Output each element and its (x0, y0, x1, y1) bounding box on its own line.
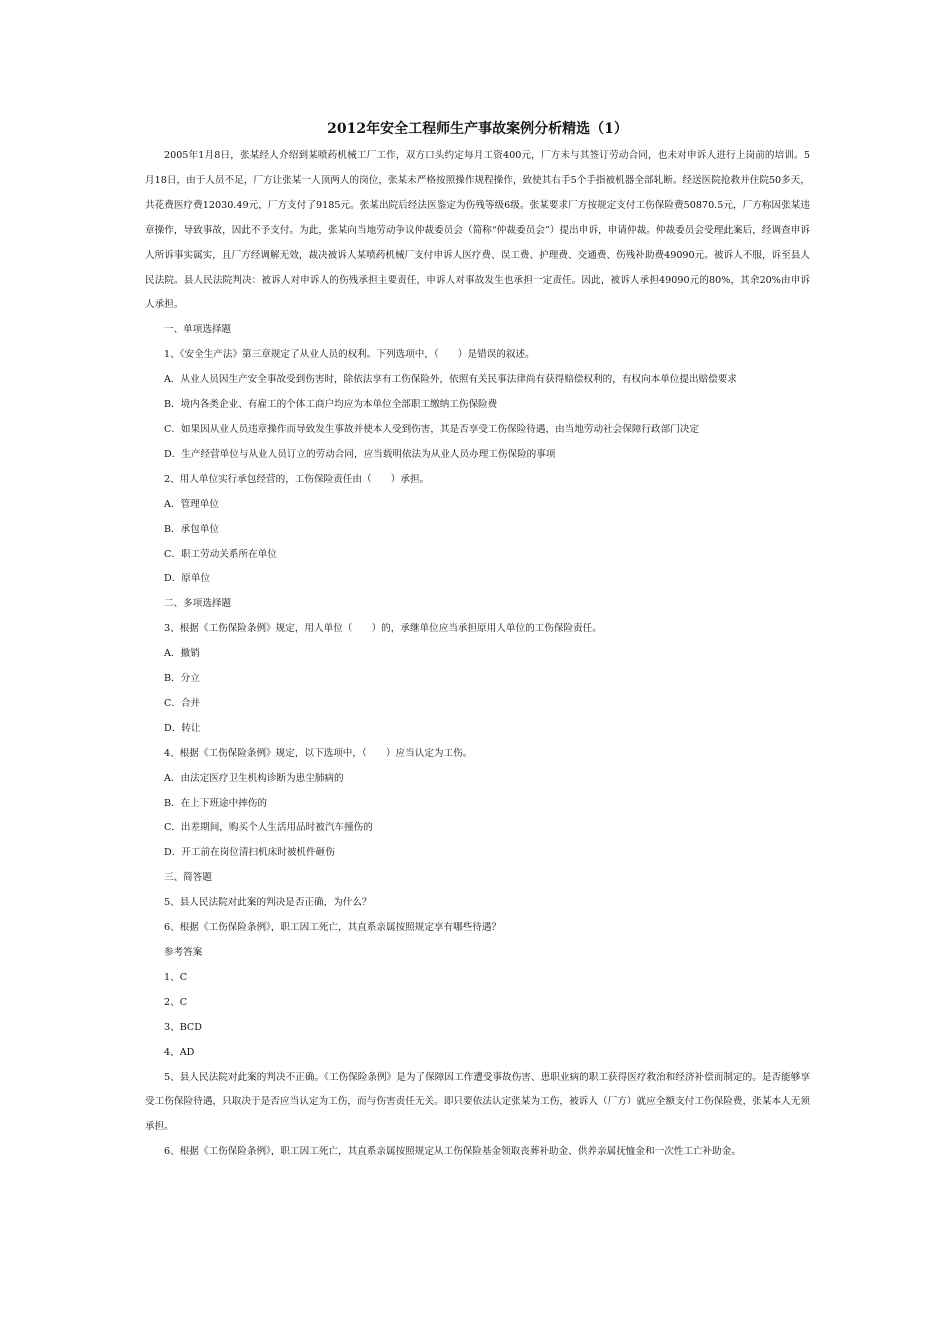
section-heading-short-answer: 三、简答题 (164, 872, 212, 884)
question-3-option-b: B．分立 (164, 673, 200, 685)
question-3: 3、根据《工伤保险条例》规定，用人单位（ ）的，承继单位应当承担原用人单位的工伤保险责任。 (164, 623, 602, 635)
question-3-option-a: A．撤销 (164, 648, 200, 660)
answer-3: 3、BCD (164, 1021, 202, 1033)
question-3-option-c: C．合并 (164, 697, 201, 709)
question-3-option-d: D．转让 (164, 722, 201, 734)
question-2-option-d: D．原单位 (164, 573, 211, 585)
answer-4: 4、AD (164, 1046, 195, 1058)
question-4-option-c: C．出差期间，购买个人生活用品时被汽车撞伤的 (164, 822, 373, 834)
question-4-option-d: D．开工前在岗位清扫机床时被机件砸伤 (164, 847, 335, 859)
answers-heading: 参考答案 (164, 947, 203, 958)
question-1: 1、《安全生产法》第三章规定了从业人员的权利。下列选项中，（ ）是错误的叙述。 (164, 349, 535, 361)
answer-6: 6、根据《工伤保险条例》，职工因工死亡，其直系亲属按照规定从工伤保险基金领取丧葬补助金、供养亲属抚恤金和一次性工亡补助金。 (164, 1146, 741, 1158)
question-1-option-d: D．生产经营单位与从业人员订立的劳动合同，应当载明依法为从业人员办理工伤保险的事项 (164, 448, 556, 460)
document-page (145, 118, 810, 1165)
question-5: 5、县人民法院对此案的判决是否正确，为什么？ (164, 897, 372, 909)
question-4-option-b: B．在上下班途中摔伤的 (164, 797, 267, 809)
question-6: 6、根据《工伤保险条例》，职工因工死亡，其直系亲属按照规定享有哪些待遇？ (164, 922, 502, 934)
section-heading-single-choice: 一、单项选择题 (164, 324, 232, 336)
question-1-option-b: B．境内各类企业、有雇工的个体工商户均应为本单位全部职工缴纳工伤保险费 (164, 399, 498, 411)
question-2-option-b: B．承包单位 (164, 523, 220, 535)
answer-1: 1、C (164, 971, 188, 983)
question-4-option-a: A．由法定医疗卫生机构诊断为患尘肺病的 (164, 772, 344, 784)
question-2-option-c: C．职工劳动关系所在单位 (164, 548, 277, 560)
section-heading-multiple-choice: 二、多项选择题 (164, 598, 232, 610)
question-1-option-c: C．如果因从业人员违章操作而导致发生事故并使本人受到伤害，其是否享受工伤保险待遇，由当地劳动社会保障行政部门决定 (164, 423, 699, 435)
question-2: 2、用人单位实行承包经营的，工伤保险责任由（ ）承担。 (164, 473, 430, 485)
question-2-option-a: A．管理单位 (164, 498, 219, 510)
answer-5: 5、县人民法院对此案的判决不正确。《工伤保险条例》是为了保障因工作遭受事故伤害、患职业病的职工获得医疗救治和经济补偿而制定的。是否能够享受工伤保险待遇，只取决于是否应当认定为工伤，而与伤害责任无关。即只要依法认定张某为工伤，被诉人（厂方）就应全额支付工伤保险费，张某本人无须承担。 (145, 1071, 810, 1133)
question-4: 4、根据《工伤保险条例》规定，以下选项中，（ ）应当认定为工伤。 (164, 747, 473, 759)
case-description: 2005年1月8日，张某经人介绍到某喷药机械工厂工作，双方口头约定每月工资400元，厂方未与其签订劳动合同，也未对申诉人进行上岗前的培训。5月18日，由于人员不足，厂方让张某一人顶两人的岗位，张某未严格按照操作规程操作，致使其右手5个手指被机器全部轧断。经送医院抢救并住院50多天，共花费医疗费12030.49元，厂方支付了9185元。张某出院后经法医鉴定为伤残等级6级。张某要求厂方按规定支付工伤保险费50870.5元，厂方称因张某违章操作，导致事故，因此不予支付。为此，张某向当地劳动争议仲裁委员会（简称“仲裁委员会”）提出申诉，申请仲裁。仲裁委员会受理此案后，经调查申诉人所诉事实属实，且厂方经调解无效，裁决被诉人某喷药机械厂支付申诉人医疗费、误工费、护理费、交通费、伤残补助费49090元。被诉人不服，诉至县人民法院。县人民法院判决：被诉人对申诉人的伤残承担主要责任，申诉人对事故发生也承担一定责任。因此，被诉人承担49090元的80%，其余20%由申诉人承担。 (145, 150, 810, 311)
document-title: 2012年安全工程师生产事故案例分析精选（1） (327, 121, 628, 137)
answer-2: 2、C (164, 996, 188, 1008)
question-1-option-a: A．从业人员因生产安全事故受到伤害时，除依法享有工伤保险外，依照有关民事法律尚有获得赔偿权利的，有权向本单位提出赔偿要求 (164, 374, 737, 386)
